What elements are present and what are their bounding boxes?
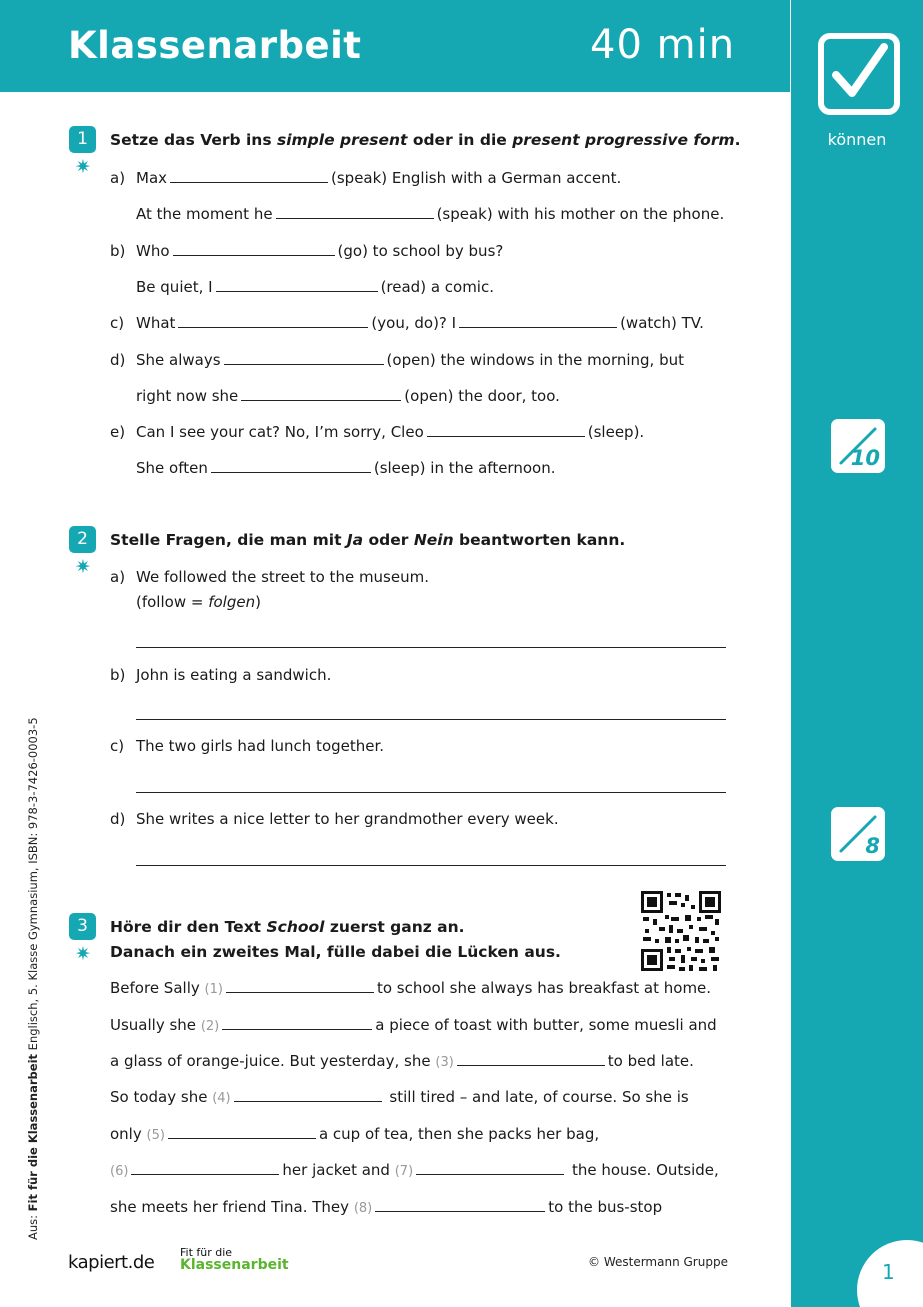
item-label: c) — [110, 314, 125, 332]
exercise-line: Max (speak) English with a German accent. — [136, 169, 622, 187]
cloze-line: only (5) a cup of tea, then she packs her bag, — [110, 1125, 600, 1143]
item-text: John is eating a sandwich. — [136, 666, 332, 684]
exercise-line: At the moment he (speak) with his mother on the phone. — [136, 205, 725, 223]
page-number-badge — [857, 1240, 923, 1307]
item-text: We followed the street to the museum. — [136, 568, 429, 586]
item-label: b) — [110, 666, 126, 684]
answer-blank[interactable] — [178, 314, 368, 328]
header-band — [0, 0, 790, 92]
score-box-task1 — [831, 419, 885, 473]
item-label: b) — [110, 242, 126, 260]
answer-blank[interactable] — [222, 1016, 372, 1030]
task-heading-line2: Danach ein zweites Mal, fülle dabei die Lücken aus. — [110, 943, 561, 961]
item-text: She writes a nice letter to her grandmother every week. — [136, 810, 559, 828]
copyright: © Westermann Gruppe — [588, 1255, 728, 1269]
answer-line[interactable] — [136, 647, 726, 648]
score-box-task2 — [831, 807, 885, 861]
answer-blank[interactable] — [375, 1198, 545, 1212]
page-title: Klassenarbeit — [68, 24, 362, 67]
score-max: 8 — [865, 834, 880, 858]
task-number: 2 — [69, 526, 96, 553]
can-label: können — [827, 130, 887, 149]
answer-blank[interactable] — [211, 459, 371, 473]
item-label: c) — [110, 737, 125, 755]
answer-blank[interactable] — [234, 1088, 382, 1102]
answer-blank[interactable] — [457, 1052, 605, 1066]
star-icon: ✷ — [75, 156, 91, 178]
answer-blank[interactable] — [241, 387, 401, 401]
exercise-line: Who (go) to school by bus? — [136, 242, 504, 260]
cloze-line: a glass of orange-juice. But yesterday, she (3) to bed late. — [110, 1052, 694, 1070]
answer-blank[interactable] — [427, 423, 585, 437]
exercise-line: Can I see your cat? No, I’m sorry, Cleo (sleep). — [136, 423, 645, 441]
task-heading: Setze das Verb ins simple present oder in die present progressive form. — [110, 131, 741, 149]
answer-blank[interactable] — [276, 205, 434, 219]
duration-label: 40 min — [590, 22, 736, 68]
item-text: The two girls had lunch together. — [136, 737, 385, 755]
task-heading: Stelle Fragen, die man mit Ja oder Nein beantworten kann. — [110, 531, 626, 549]
sidebar — [791, 0, 923, 1307]
exercise-line: She often (sleep) in the afternoon. — [136, 459, 556, 477]
cloze-line: she meets her friend Tina. They (8) to the bus-stop — [110, 1198, 663, 1216]
answer-blank[interactable] — [173, 242, 335, 256]
score-max: 10 — [850, 446, 880, 470]
star-icon: ✷ — [75, 943, 91, 965]
answer-line[interactable] — [136, 719, 726, 720]
item-label: d) — [110, 351, 126, 369]
exercise-line: She always (open) the windows in the morning, but — [136, 351, 684, 369]
exercise-line: What (you, do)? I (watch) TV. — [136, 314, 704, 332]
answer-blank[interactable] — [168, 1125, 316, 1139]
cloze-line: So today she (4) still tired – and late, of course. So she is — [110, 1088, 689, 1106]
answer-blank[interactable] — [416, 1161, 564, 1175]
cloze-line: (6) her jacket and (7) the house. Outside, — [110, 1161, 719, 1179]
cloze-line: Usually she (2) a piece of toast with butter, some muesli and — [110, 1016, 717, 1034]
checkmark-icon — [818, 33, 900, 115]
answer-blank[interactable] — [226, 979, 374, 993]
page-number: 1 — [882, 1260, 895, 1284]
task-number: 1 — [69, 126, 96, 153]
qr-code-icon[interactable] — [641, 891, 721, 971]
source-note: Aus: Fit für die Klassenarbeit Englisch, 5. Klasse Gymnasium, ISBN: 978-3-7426-0003-5 — [26, 717, 40, 1240]
answer-blank[interactable] — [131, 1161, 279, 1175]
cloze-line: Before Sally (1) to school she always has breakfast at home. — [110, 979, 712, 997]
item-label: a) — [110, 169, 126, 187]
item-label: d) — [110, 810, 126, 828]
answer-blank[interactable] — [224, 351, 384, 365]
item-label: a) — [110, 568, 126, 586]
task-number: 3 — [69, 913, 96, 940]
answer-blank[interactable] — [459, 314, 617, 328]
answer-line[interactable] — [136, 792, 726, 793]
answer-line[interactable] — [136, 865, 726, 866]
answer-blank[interactable] — [170, 169, 328, 183]
answer-blank[interactable] — [216, 278, 378, 292]
star-icon: ✷ — [75, 556, 91, 578]
task-heading: Höre dir den Text School zuerst ganz an. — [110, 918, 465, 936]
kapiert-logo: kapiert.de — [68, 1252, 155, 1273]
exercise-line: right now she (open) the door, too. — [136, 387, 560, 405]
item-label: e) — [110, 423, 126, 441]
exercise-line: Be quiet, I (read) a comic. — [136, 278, 494, 296]
fit-logo: Fit für die Klassenarbeit — [180, 1246, 289, 1273]
item-hint: (follow = folgen) — [136, 593, 261, 611]
